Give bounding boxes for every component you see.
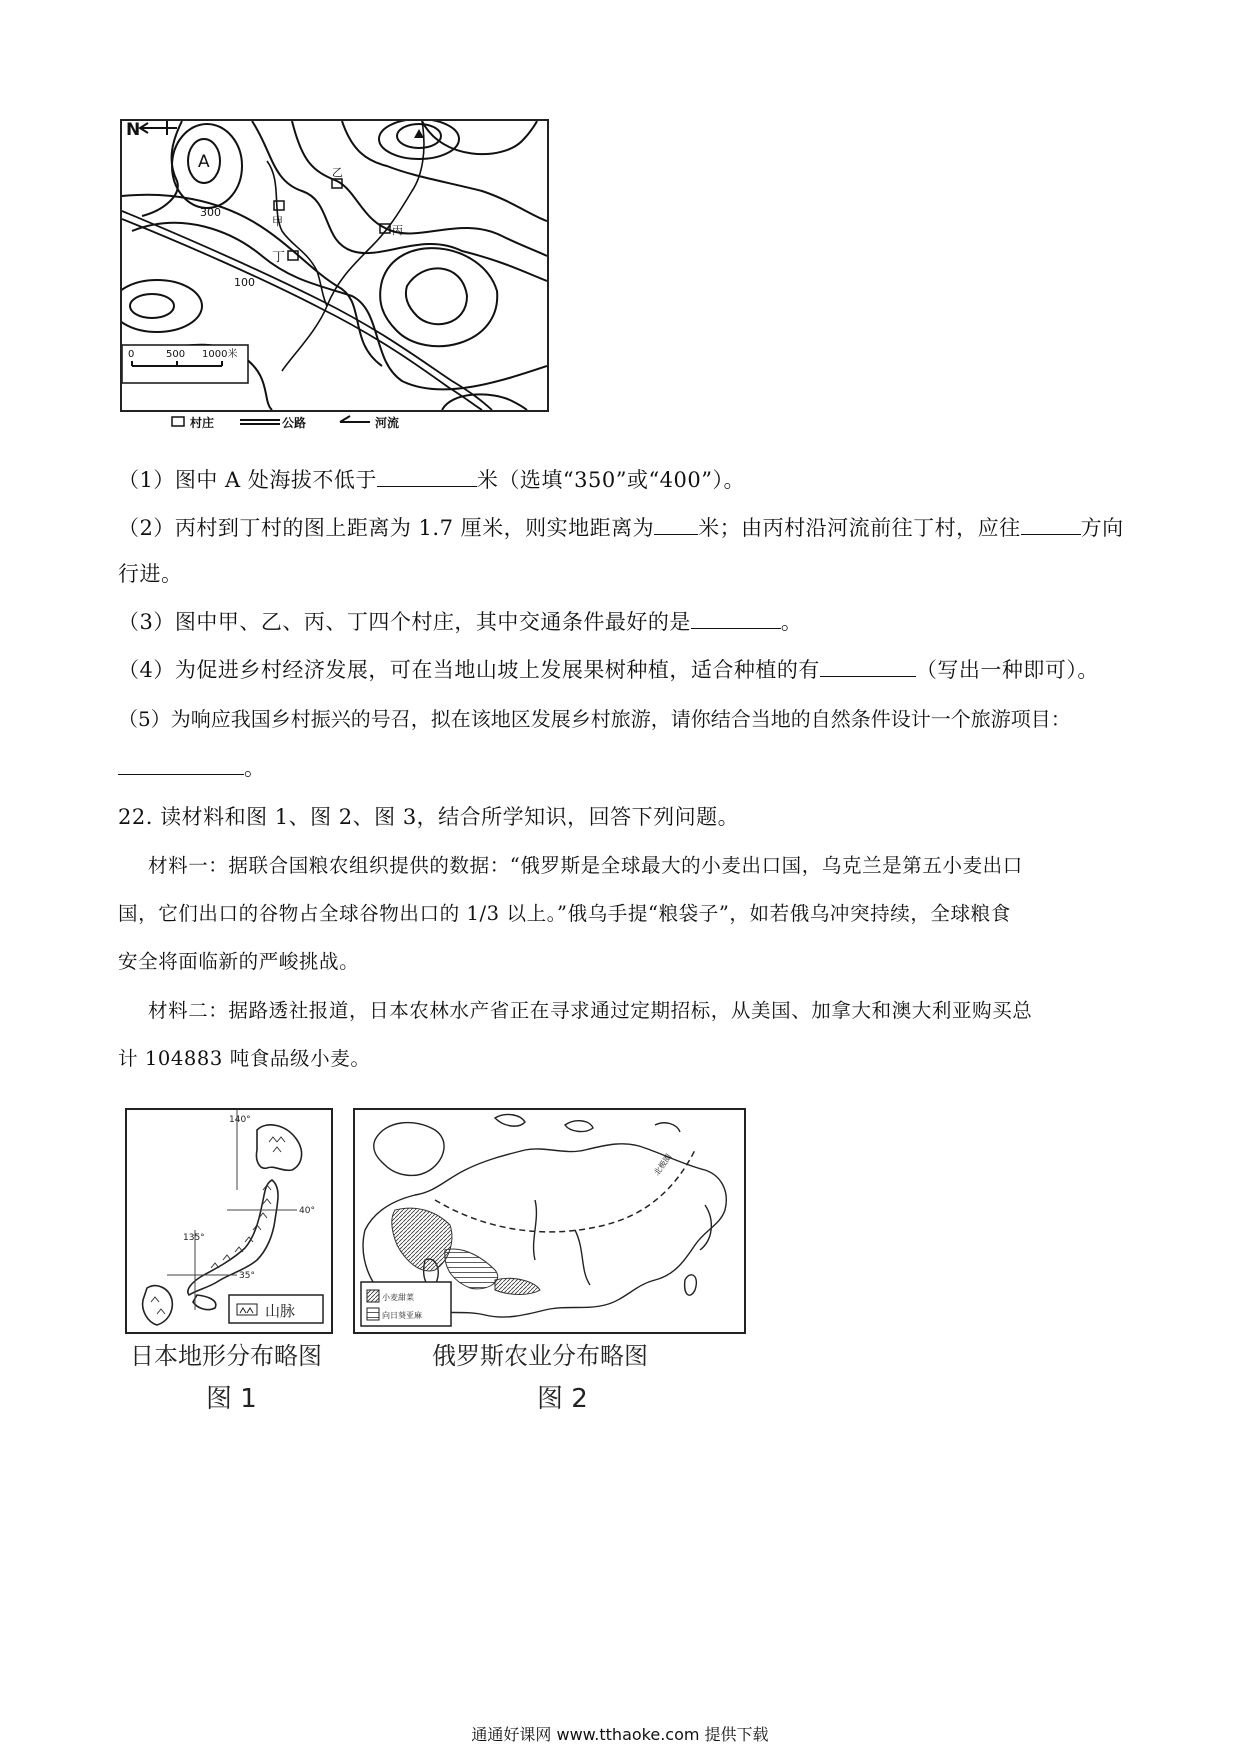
material-2-line-2: 计 104883 吨食品级小麦。: [118, 1047, 371, 1070]
question-5: [118, 705, 1071, 733]
topo-map-drawing: [122, 121, 547, 410]
material-1-line-1: 材料一：据联合国粮农组织提供的数据：“俄罗斯是全球最大的小麦出口国，乌克兰是第五小麦出口: [148, 854, 1023, 877]
legend-wheat-label: 小麦甜菜: [382, 1293, 414, 1302]
village-ding-icon: [288, 251, 298, 260]
figure-1-number: 图 1: [206, 1384, 257, 1414]
wheat-beet-zone: [392, 1208, 452, 1271]
q2-blank-1[interactable]: [654, 514, 698, 535]
topo-map: [120, 119, 549, 412]
q2-blank-2[interactable]: [1021, 514, 1081, 535]
village-ding-label: 丁: [272, 250, 286, 265]
contour-300-label: 300: [200, 206, 221, 219]
contour-100-label: 100: [234, 276, 255, 289]
lat-40-label: 40°: [299, 1206, 315, 1216]
q4-blank[interactable]: [820, 656, 916, 677]
fig1-legend-label: 山脉: [265, 1302, 296, 1320]
q22-title: 22. 读材料和图 1、图 2、图 3，结合所学知识，回答下列问题。: [118, 805, 740, 829]
scale-label-0: 0: [128, 349, 135, 360]
figure-1-caption: 日本地形分布略图: [130, 1342, 322, 1370]
sunflower-flax-zone: [445, 1249, 498, 1289]
wheat-legend-icon: [367, 1290, 379, 1302]
figure-2-russia-map: [353, 1108, 746, 1334]
village-yi-label: 乙: [332, 166, 343, 179]
q4-text-b: （写出一种即可）。: [915, 658, 1099, 682]
material-1-line-2: 国，它们出口的谷物占全球谷物出口的 1/3 以上。”俄乌手提“粮袋子”，如若俄乌冲突持续，全球粮食: [118, 902, 1011, 925]
legend-village-label: 村庄: [190, 416, 215, 430]
japan-map-drawing: [127, 1110, 331, 1332]
peak-a-label: A: [198, 152, 210, 172]
figure-2-number: 图 2: [537, 1384, 588, 1414]
q1-text-a: （1）图中 A 处海拔不低于: [118, 468, 377, 492]
q5-text-a: （5）为响应我国乡村振兴的号召，拟在该地区发展乡村旅游，请你结合当地的自然条件设计一个旅游项目：: [118, 707, 1071, 731]
river-legend-icon: [340, 416, 370, 422]
lon-135-label: 135°: [183, 1233, 205, 1243]
question-4: [118, 656, 1099, 684]
q1-text-b: 米（选填“350”或“400”）。: [476, 468, 745, 492]
village-jia-icon: [274, 201, 284, 210]
legend-sunflower-label: 向日葵亚麻: [382, 1311, 422, 1320]
material-1-line-3: 安全将面临新的严峻挑战。: [118, 950, 360, 973]
question-2: [118, 514, 1124, 542]
q1-blank[interactable]: [377, 466, 477, 487]
village-bing-label: 丙: [392, 224, 403, 237]
lon-140-label: 140°: [229, 1115, 251, 1125]
page-footer: 通通好课网 www.tthaoke.com 提供下载: [471, 1725, 769, 1744]
village-jia-label: 甲: [272, 215, 283, 228]
scale-label-1000: 1000米: [202, 349, 238, 360]
topo-legend: [170, 414, 510, 430]
arctic-circle-label: 北极圈: [652, 1152, 674, 1178]
sunflower-legend-icon: [367, 1308, 379, 1320]
lat-35-label: 35°: [239, 1271, 255, 1281]
q2-text-a: （2）丙村到丁村的图上距离为 1.7 厘米，则实地距离为: [118, 516, 655, 540]
legend-river-label: 河流: [375, 416, 400, 430]
russia-map-drawing: [355, 1110, 744, 1332]
village-legend-icon: [172, 417, 184, 426]
figure-2-caption: 俄罗斯农业分布略图: [432, 1342, 648, 1370]
legend-road-label: 公路: [282, 416, 307, 430]
q5-blank[interactable]: [118, 754, 244, 775]
q3-blank[interactable]: [691, 608, 781, 629]
arctic-circle-line: [435, 1150, 695, 1232]
q2-text-c: 方向: [1080, 516, 1124, 540]
q3-text-a: （3）图中甲、乙、丙、丁四个村庄，其中交通条件最好的是: [118, 610, 691, 634]
material-2-line-1: 材料二：据路透社报道，日本农林水产省正在寻求通过定期招标，从美国、加拿大和澳大利亚购买总: [148, 999, 1033, 1022]
mountain-range-icons: [151, 1137, 285, 1314]
q2-text-b: 米；由丙村沿河流前往丁村，应往: [698, 516, 1021, 540]
q5-text-b: 。: [244, 756, 266, 780]
q2-text-d: 行进。: [118, 562, 183, 586]
figure-1-japan-map: [125, 1108, 333, 1334]
scale-label-500: 500: [166, 349, 186, 360]
question-2-cont: [118, 560, 183, 588]
question-5-cont: [118, 754, 266, 782]
north-label: N: [126, 121, 141, 140]
q4-text-a: （4）为促进乡村经济发展，可在当地山坡上发展果树种植，适合种植的有: [118, 658, 820, 682]
question-3: [118, 608, 802, 636]
north-arrow-icon: [140, 121, 177, 135]
q3-text-b: 。: [780, 610, 803, 634]
question-1: [118, 466, 745, 494]
